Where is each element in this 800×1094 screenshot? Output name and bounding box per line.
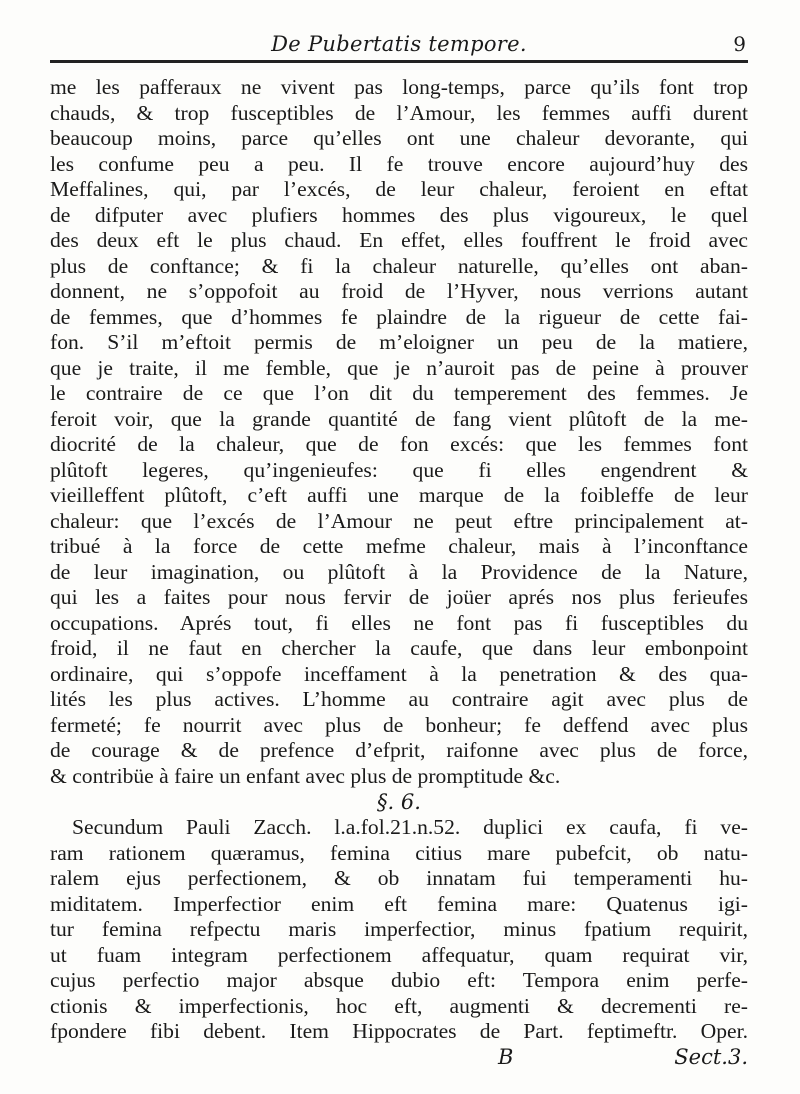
text-line: ralem ejus perfectionem, & ob innatam fui temperamenti hu- bbox=[50, 866, 748, 890]
text-line: occupations. Aprés tout, fi elles ne font pas fi fusceptibles du bbox=[50, 610, 748, 635]
text-line: cujus perfectio major absque dubio eft: Tempora enim perfe- bbox=[50, 968, 748, 992]
text-line: Secundum Pauli Zacch. l.a.fol.21.n.52. duplici ex caufa, fi ve- bbox=[72, 815, 748, 839]
page-header bbox=[50, 18, 748, 58]
text-line: fpondere fibi debent. Item Hippocrates de Part. feptimeftr. Oper. bbox=[50, 1019, 748, 1043]
text-line: ram rationem quæramus, femina citius mare pubefcit, ob natu- bbox=[50, 840, 748, 865]
text-line: miditatem. Imperfectior enim eft femina mare: Quatenus igi- bbox=[50, 891, 748, 916]
running-title: De Pubertatis tempore. bbox=[271, 32, 527, 56]
text-line: de leur imagination, ou plûtoft à la Providence de la Nature, bbox=[50, 559, 748, 584]
text-line: beaucoup moins, parce qu’elles ont une chaleur devorante, qui bbox=[50, 126, 748, 150]
text-line: ut fuam integram perfectionem affequatur, quam requirat vir, bbox=[50, 942, 748, 967]
text-line: lités les plus actives. L’homme au contraire agit avec plus de bbox=[50, 687, 748, 711]
text-line: Meffalines, qui, par l’excés, de leur chaleur, feroient en eftat bbox=[50, 177, 748, 201]
text-line: de courage & de prefence d’efprit, raifonne avec plus de force, bbox=[50, 738, 748, 762]
text-line: froid, il ne faut en chercher la caufe, que dans leur embonpoint bbox=[50, 636, 748, 660]
text-line: le contraire de ce que l’on dit du temperement des femmes. Je bbox=[50, 381, 748, 405]
text-line: chaleur: que l’excés de l’Amour ne peut eftre principalement at- bbox=[50, 508, 748, 533]
text-line: ctionis & imperfectionis, hoc eft, augmenti & decrementi re- bbox=[50, 993, 748, 1018]
text-line: & contribüe à faire un enfant avec plus de promptitude &c. bbox=[50, 763, 561, 788]
text-line: ordinaire, qui s’oppofe inceffament à la penetration & des qua- bbox=[50, 661, 748, 686]
text-line: diocrité de la chaleur, que de fon excés: que les femmes font bbox=[50, 432, 748, 456]
catchword: Sect.3. bbox=[674, 1044, 748, 1069]
text-line: qui les a faites pour nous fervir de joüer aprés nos plus ferieufes bbox=[50, 585, 748, 609]
text-line: de difputer avec plufiers hommes des plus vigoureux, le quel bbox=[50, 202, 748, 227]
text-line: feroit voir, que la grande quantité de fang vient plûtoft de la me- bbox=[50, 406, 748, 431]
text-line: de femmes, que d’hommes fe plaindre de la rigueur de cette fai- bbox=[50, 304, 748, 329]
text-line: donnent, ne s’oppofoit au froid de l’Hyver, nous verrions autant bbox=[50, 279, 748, 303]
text-line: me les pafferaux ne vivent pas long-temps, parce qu’ils font trop bbox=[50, 75, 748, 99]
text-line: vieilleffent plûtoft, c’eft auffi une marque de la foibleffe de leur bbox=[50, 483, 748, 507]
text-line: fermeté; fe nourrit avec plus de bonheur; fe deffend avec plus bbox=[50, 712, 748, 737]
paragraph-french bbox=[50, 75, 748, 789]
paragraph-latin bbox=[50, 815, 748, 1045]
text-line: plus de conftance; & fi la chaleur naturelle, qu’elles ont aban- bbox=[50, 253, 748, 278]
text-line: fon. S’il m’eftoit permis de m’eloigner un peu de la matiere, bbox=[50, 330, 748, 354]
section-mark: §. 6. bbox=[377, 790, 421, 814]
signature-mark: B bbox=[498, 1044, 514, 1069]
text-line: que je traite, il me femble, que je n’auroit pas de peine à prouver bbox=[50, 355, 748, 380]
text-line: plûtoft legeres, qu’ingenieufes: que fi elles engendrent & bbox=[50, 457, 748, 482]
text-line: des deux eft le plus chaud. En effet, elles fouffrent le froid avec bbox=[50, 228, 748, 252]
header-rule bbox=[50, 60, 748, 63]
text-line: les confume peu a peu. Il fe trouve encore aujourd’huy des bbox=[50, 151, 748, 176]
page-number: 9 bbox=[733, 32, 746, 56]
text-line: tribué à la force de cette mefme chaleur, mais à l’inconftance bbox=[50, 534, 748, 558]
text-line: tur femina refpectu maris imperfectior, minus fpatium requirit, bbox=[50, 917, 748, 941]
page-footer bbox=[50, 1045, 748, 1071]
text-line: chauds, & trop fusceptibles de l’Amour, les femmes auffi durent bbox=[50, 100, 748, 125]
